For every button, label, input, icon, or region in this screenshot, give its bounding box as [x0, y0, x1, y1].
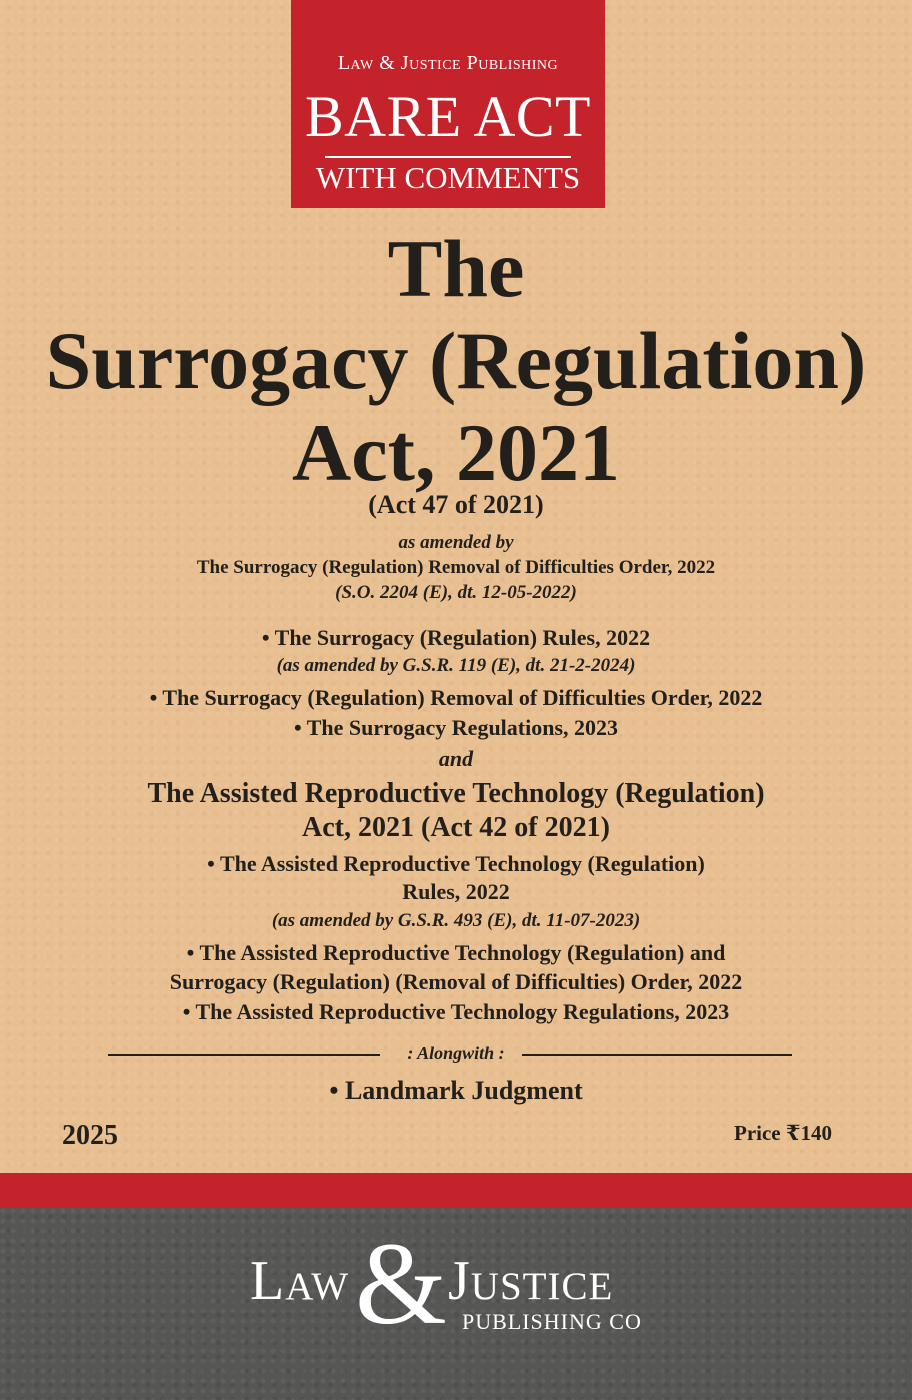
and-connector: and: [438, 746, 474, 771]
content-item-art-rules-note: (as amended by G.S.R. 493 (E), dt. 11-07-2023): [271, 910, 641, 931]
title-line-1: The: [387, 223, 525, 314]
content-item-art-order-line-2: Surrogacy (Regulation) (Removal of Difficulties) Order, 2022: [169, 969, 743, 994]
act-number: (Act 47 of 2021): [368, 490, 544, 519]
art-act-title-line-2: Act, 2021 (Act 42 of 2021): [302, 812, 610, 843]
banner-subtitle: WITH COMMENTS: [315, 160, 581, 195]
content-item-surrogacy-regulations: • The Surrogacy Regulations, 2023: [293, 715, 619, 740]
logo-company: PUBLISHING CO: [462, 1309, 642, 1334]
amended-label: as amended by: [398, 532, 514, 553]
amendment-order: The Surrogacy (Regulation) Removal of Difficulties Order, 2022: [196, 557, 716, 578]
amendment-ref: (S.O. 2204 (E), dt. 12-05-2022): [335, 582, 577, 603]
bare-act-banner: [291, 0, 605, 208]
title-line-3: Act, 2021: [292, 407, 620, 498]
landmark-judgment: • Landmark Judgment: [329, 1076, 583, 1105]
content-item-surrogacy-rules-note: (as amended by G.S.R. 119 (E), dt. 21-2-2024): [276, 655, 636, 676]
banner-publisher: Law & Justice Publishing: [337, 52, 559, 74]
logo-ampersand: &: [355, 1218, 447, 1349]
content-item-removal-order: • The Surrogacy (Regulation) Removal of Difficulties Order, 2022: [149, 685, 763, 710]
content-item-art-order-line-1: • The Assisted Reproductive Technology (Regulation) and: [186, 940, 726, 965]
alongwith-label: : Alongwith :: [407, 1043, 505, 1063]
banner-title: BARE ACT: [305, 84, 591, 149]
art-act-title-line-1: The Assisted Reproductive Technology (Regulation): [147, 778, 765, 809]
price-label: Price ₹140: [734, 1121, 832, 1145]
content-item-surrogacy-rules: • The Surrogacy (Regulation) Rules, 2022: [261, 625, 651, 650]
logo-law: Law: [250, 1250, 350, 1312]
red-stripe: [0, 1173, 912, 1207]
content-item-art-rules-line-2: Rules, 2022: [402, 879, 510, 904]
content-item-art-regulations: • The Assisted Reproductive Technology Regulations, 2023: [182, 999, 730, 1024]
logo-justice: Justice: [448, 1250, 614, 1312]
banner-divider: [325, 156, 571, 158]
publisher-logo: [0, 1207, 912, 1400]
edition-year: 2025: [62, 1120, 118, 1151]
alongwith-rule-right: [522, 1054, 792, 1056]
alongwith-divider: [0, 1043, 912, 1067]
title-line-2: Surrogacy (Regulation): [45, 315, 867, 406]
content-item-art-rules-line-1: • The Assisted Reproductive Technology (Regulation): [207, 851, 705, 876]
footer-band: [0, 1207, 912, 1400]
